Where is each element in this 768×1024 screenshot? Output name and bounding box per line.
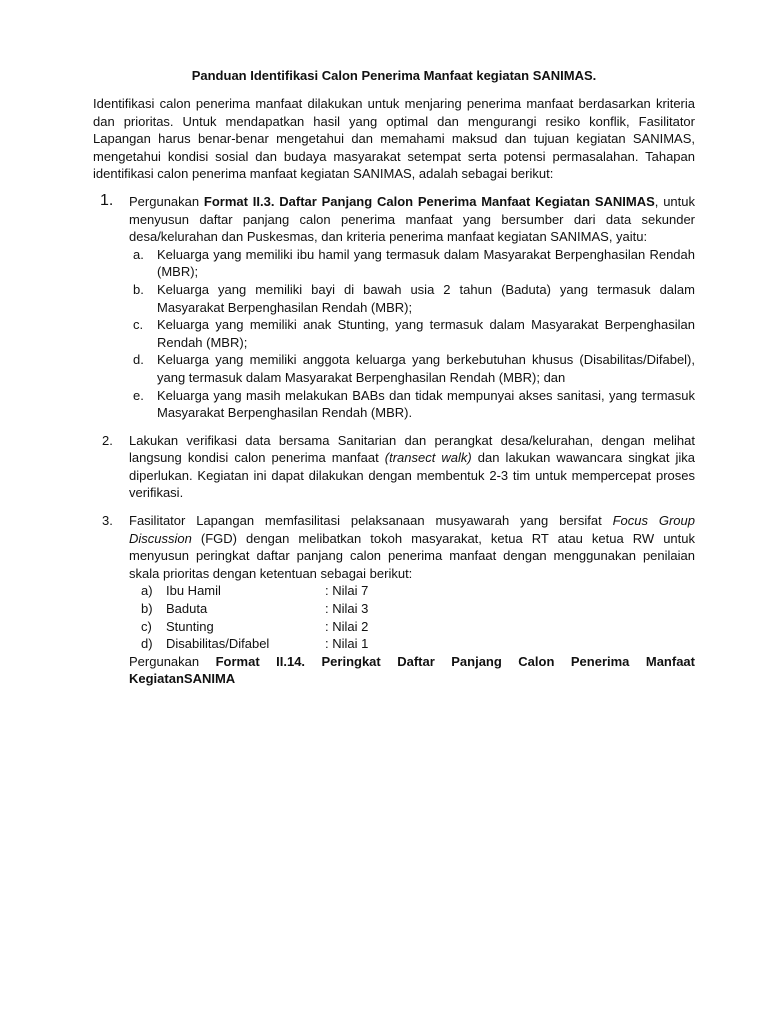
italic-term: (transect walk) (384, 450, 472, 466)
sub-text: Keluarga yang masih melakukan BABs dan tidak mempunyai akses sanitasi, yang termasuk Masyarakat Berpenghasilan Rendah (MBR). (157, 387, 695, 421)
score-name: Baduta (166, 601, 208, 617)
score-value: : Nilai 1 (325, 636, 369, 652)
sub-text: Keluarga yang memiliki anggota keluarga yang berkebutuhan khusus (Disabilitas/Difabel), yang termasuk dalam Masyarakat Berpenghasilan Rendah (MBR); dan (157, 352, 695, 385)
list-number: 1. (100, 191, 114, 209)
text-run: Fasilitator Lapangan memfasilitasi pelaksanaan musyawarah yang bersifat (129, 513, 613, 529)
criteria-item (129, 351, 695, 386)
sub-label: a. (133, 246, 144, 262)
score-name: Ibu Hamil (166, 583, 221, 599)
score-row (129, 582, 695, 600)
sub-label: e. (133, 387, 144, 403)
text-run: dan lakukan wawancara singkat jika diperlukan. Kegiatan ini dapat dilakukan dengan membentuk 2-3 tim untuk mempercepat proses verifikasi. (129, 450, 695, 501)
list-number: 2. (102, 432, 113, 448)
intro-paragraph: Identifikasi calon penerima manfaat dilakukan untuk menjaring penerima manfaat berdasarkan kriteria dan prioritas. Untuk mendapatkan hasil yang optimal dan mengurangi resiko konflik, Fasilitator Lapangan harus benar-benar mengetahui dan memahami maksud dan tujuan kegiatan SANIMAS, mengetahui kondisi sosial dan budaya masyarakat setempat serta potensi permasalahan. Tahapan identifikasi calon penerima manfaat kegiatan SANIMAS, adalah sebagai berikut: (93, 96, 695, 182)
format-reference: Format II.3. Daftar Panjang Calon Penerima Manfaat Kegiatan SANIMAS (203, 193, 655, 209)
list-item-2 (93, 432, 695, 502)
score-row (129, 635, 695, 653)
score-name: Stunting (166, 618, 214, 634)
sub-label: d. (133, 352, 144, 368)
list-item-3 (93, 512, 695, 688)
criteria-item (129, 316, 695, 351)
list-item-text (129, 512, 695, 582)
sub-text: Keluarga yang memiliki bayi di bawah usia 2 tahun (Baduta) yang termasuk dalam Masyarakat Berpenghasilan Rendah (MBR); (157, 281, 695, 315)
score-value: : Nilai 3 (325, 601, 369, 617)
score-name: Disabilitas/Difabel (166, 636, 270, 652)
score-label: c) (141, 618, 152, 634)
text-run: Pergunakan (129, 653, 216, 669)
page-title: Panduan Identifikasi Calon Penerima Manfaat kegiatan SANIMAS. (191, 68, 597, 83)
text-run: Pergunakan (129, 193, 204, 209)
list-item-text (129, 432, 695, 502)
score-value: : Nilai 7 (325, 583, 369, 599)
sub-label: c. (133, 317, 144, 333)
text-run: , untuk menyusun daftar panjang calon penerima manfaat yang bersumber dari data sekunder desa/kelurahan dan Puskesmas, dan kriteria penerima manfaat kegiatan SANIMAS, yaitu: (129, 193, 695, 245)
closing-instruction (129, 653, 695, 688)
criteria-item (129, 387, 695, 422)
criteria-item (129, 246, 695, 281)
sub-text: Keluarga yang memiliki ibu hamil yang termasuk dalam Masyarakat Berpenghasilan Rendah (MBR); (157, 246, 695, 280)
text-run: (FGD) dengan melibatkan tokoh masyarakat, ketua RT atau ketua RW untuk menyusun peringkat daftar panjang calon penerima manfaat dengan menggunakan penilaian skala prioritas dengan ketentuan sebagai berikut: (129, 530, 695, 581)
sub-label: b. (133, 281, 144, 297)
score-value: : Nilai 2 (325, 618, 369, 634)
criteria-item (129, 281, 695, 316)
score-label: a) (141, 583, 153, 599)
list-number: 3. (102, 513, 113, 529)
score-label: d) (141, 636, 153, 652)
text-run: Lakukan verifikasi data bersama Sanitarian dan perangkat desa/kelurahan, dengan melihat langsung kondisi calon penerima manfaat (129, 432, 695, 466)
list-item-1 (93, 193, 695, 422)
sub-text: Keluarga yang memiliki anak Stunting, yang termasuk dalam Masyarakat Berpenghasilan Rendah (MBR); (157, 317, 695, 350)
list-item-text (129, 193, 695, 246)
score-row (129, 600, 695, 618)
format-reference: Format II.14. Peringkat Daftar Panjang Calon Penerima Manfaat KegiatanSANIMA (129, 653, 695, 687)
italic-term: Focus Group Discussion (129, 513, 695, 546)
score-label: b) (141, 601, 153, 617)
score-row (129, 618, 695, 636)
